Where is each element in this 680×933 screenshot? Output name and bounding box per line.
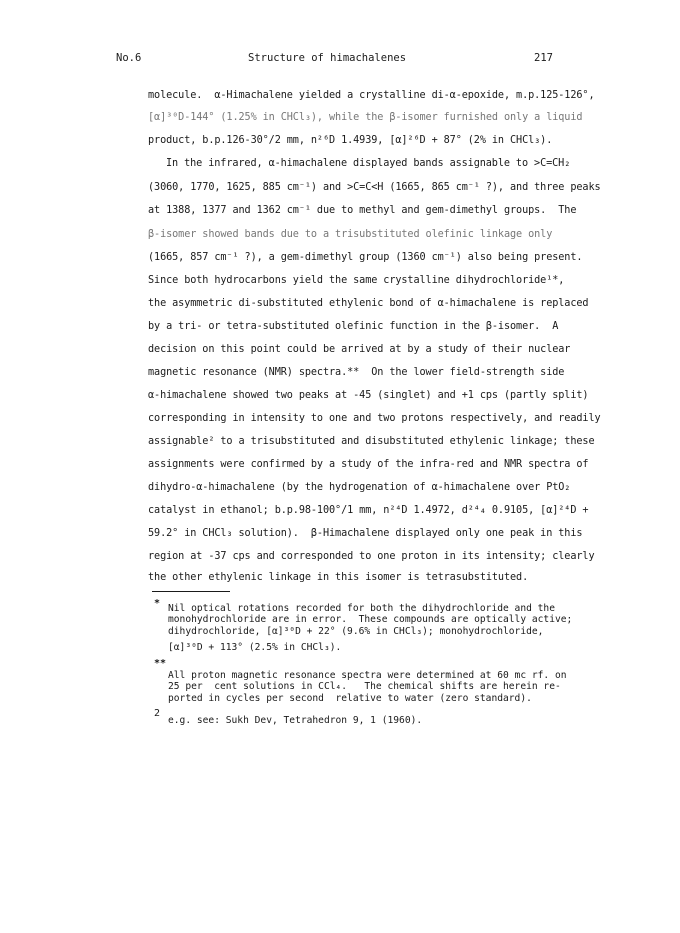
body-line: catalyst in ethanol; b.p.98-100°/1 mm, n²⁴D 1.4972, d²⁴₄ 0.9105, [α]²⁴D + [148, 505, 589, 516]
body-line: molecule. α-Himachalene yielded a crystalline di-α-epoxide, m.p.125-126°, [148, 90, 595, 101]
body-line: [α]³⁰D-144° (1.25% in CHCl₃), while the β-isomer furnished only a liquid [148, 112, 583, 123]
journal-issue: No.6 [116, 52, 142, 64]
body-line: β-isomer showed bands due to a trisubstituted olefinic linkage only [148, 229, 553, 240]
footnote-marker: 2 [154, 708, 161, 719]
body-line: the asymmetric di-substituted ethylenic bond of α-himachalene is replaced [148, 298, 589, 309]
body-line: decision on this point could be arrived at by a study of their nuclear [148, 344, 571, 355]
footnote-line: dihydrochloride, [α]³⁰D + 22° (9.6% in CHCl₃); monohydrochloride, [168, 626, 544, 637]
body-line: by a tri- or tetra-substituted olefinic function in the β-isomer. A [148, 321, 559, 332]
body-line: α-himachalene showed two peaks at -45 (singlet) and +1 cps (partly split) [148, 390, 589, 401]
footnote-line: monohydrochloride are in error. These compounds are optically active; [168, 614, 573, 625]
body-line: the other ethylenic linkage in this isomer is tetrasubstituted. [148, 572, 529, 583]
body-line: magnetic resonance (NMR) spectra.** On the lower field-strength side [148, 367, 565, 378]
footnote-line: [α]³⁰D + 113° (2.5% in CHCl₃). [168, 642, 342, 653]
page-number: 217 [534, 52, 553, 64]
body-line: Since both hydrocarbons yield the same crystalline dihydrochloride¹*, [148, 275, 565, 286]
body-line: dihydro-α-himachalene (by the hydrogenation of α-himachalene over PtO₂ [148, 482, 571, 493]
body-line: assignable² to a trisubstituted and disubstituted ethylenic linkage; these [148, 436, 595, 447]
body-line: at 1388, 1377 and 1362 cm⁻¹ due to methyl and gem-dimethyl groups. The [148, 205, 577, 216]
body-line: In the infrared, α-himachalene displayed bands assignable to >C=CH₂ [166, 158, 571, 169]
footnote-line: 25 per cent solutions in CCl₄. The chemical shifts are herein re- [168, 681, 561, 692]
footnote-marker: ** [154, 658, 167, 669]
body-line: 59.2° in CHCl₃ solution). β-Himachalene displayed only one peak in this [148, 528, 583, 539]
body-line: assignments were confirmed by a study of the infra-red and NMR spectra of [148, 459, 589, 470]
footnote-line: Nil optical rotations recorded for both the dihydrochloride and the [168, 603, 555, 614]
body-line: (1665, 857 cm⁻¹ ?), a gem-dimethyl group (1360 cm⁻¹) also being present. [148, 252, 583, 263]
footnote-line: All proton magnetic resonance spectra were determined at 60 mc rf. on [168, 670, 567, 681]
body-line: corresponding in intensity to one and two protons respectively, and readily [148, 413, 601, 424]
footnote-divider [152, 591, 230, 592]
body-line: product, b.p.126-30°/2 mm, n²⁶D 1.4939, [α]²⁶D + 87° (2% in CHCl₃). [148, 135, 553, 146]
footnote-line: e.g. see: Sukh Dev, Tetrahedron 9, 1 (1960). [168, 715, 423, 726]
footnote-line: ported in cycles per second relative to water (zero standard). [168, 693, 532, 704]
body-line: (3060, 1770, 1625, 885 cm⁻¹) and >C=C<H (1665, 865 cm⁻¹ ?), and three peaks [148, 182, 601, 193]
running-title: Structure of himachalenes [248, 52, 407, 64]
body-line: region at -37 cps and corresponded to one proton in its intensity; clearly [148, 551, 595, 562]
footnote-marker: * [154, 598, 161, 609]
